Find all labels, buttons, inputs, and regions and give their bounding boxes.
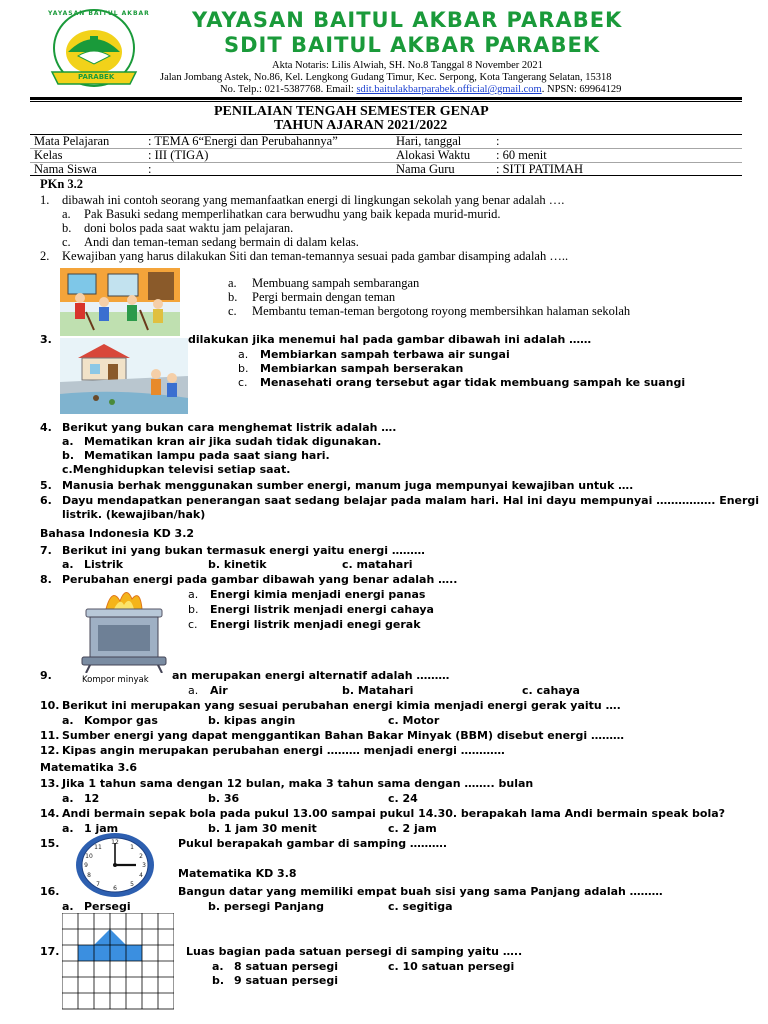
q9-option-c: c. cahaya [522, 684, 580, 697]
svg-text:4: 4 [139, 872, 143, 879]
q5-number: 5. [40, 479, 52, 492]
q17-number: 17. [40, 945, 60, 958]
q13-option-a: 12 [84, 792, 100, 805]
q1-number: 1. [40, 193, 50, 207]
svg-text:9: 9 [84, 862, 88, 869]
foundation-name: YAYASAN BAITUL AKBAR PARABEK [192, 8, 623, 32]
q11-number: 11. [40, 729, 60, 742]
q9-text: an merupakan energi alternatif adalah ……… [172, 669, 450, 682]
q9-number: 9. [40, 669, 52, 682]
q6-text: Dayu mendapatkan penerangan saat sedang belajar pada malam hari. Hal ini dayu mempunyai ……………. Energi [62, 494, 760, 507]
q2-number: 2. [40, 249, 50, 263]
svg-text:6: 6 [113, 885, 117, 892]
q14-number: 14. [40, 807, 60, 820]
header-divider [30, 97, 742, 100]
svg-text:5: 5 [130, 881, 134, 888]
contact-line: No. Telp.: 021-5387768. Email: sdit.baitulakbarparabek.official@gmail.com. NPSN: 69964129 [220, 84, 622, 95]
q2-illustration [60, 268, 180, 336]
q7-option-c: c. matahari [342, 558, 413, 571]
q16-text: Bangun datar yang memiliki empat buah sisi yang sama Panjang adalah ……… [178, 885, 663, 898]
q8-number: 8. [40, 573, 52, 586]
svg-text:1: 1 [130, 844, 134, 851]
clock-image [74, 832, 156, 898]
email-link[interactable]: sdit.baitulakbarparabek.official@gmail.com [356, 84, 542, 95]
exam-title: PENILAIAN TENGAH SEMESTER GENAP [214, 104, 489, 119]
q8-illustration [76, 585, 172, 687]
school-logo [38, 6, 150, 94]
q3-option-a: Membiarkan sampah terbawa air sungai [260, 348, 510, 361]
q16-number: 16. [40, 885, 60, 898]
q7-text: Berikut ini yang bukan termasuk energi yaitu energi ……… [62, 544, 425, 557]
q13-number: 13. [40, 777, 60, 790]
logo-ring-text: YAYASAN BAITUL AKBAR [48, 10, 150, 17]
section-pkn: PKn 3.2 [40, 177, 84, 191]
q15-number: 15. [40, 837, 60, 850]
q17-option-c: c. 10 satuan persegi [388, 960, 515, 973]
address-line: Jalan Jombang Astek, No.86, Kel. Lengkong Gudang Timur, Kec. Serpong, Kota Tangerang Selatan, 15318 [160, 72, 612, 83]
q1-option-a: Pak Basuki sedang memperlihatkan cara berwudhu yang baik kepada murid-murid. [84, 207, 501, 221]
q6-number: 6. [40, 494, 52, 507]
q4-option-a: Mematikan kran air jika sudah tidak digunakan. [84, 435, 382, 448]
q14-text: Andi bermain sepak bola pada pukul 13.00 sampai pukul 14.30. berapakah lama Andi bermain speak bola? [62, 807, 726, 820]
q11-text: Sumber energi yang dapat menggantikan Bahan Bakar Minyak (BBM) disebut energi ……… [62, 729, 624, 742]
section-mtk2: Matematika KD 3.8 [178, 867, 297, 880]
q2-text: Kewajiban yang harus dilakukan Siti dan teman-temannya sesuai pada gambar disamping adalah ….. [62, 249, 569, 263]
q14-option-a: 1 jam [84, 822, 119, 835]
info-table: Mata Pelajaran : TEMA 6“Energi dan Perubahannya” Hari, tanggal : Kelas : III (TIGA) Alokasi Waktu : 60 menit Nama Siswa : Nama Guru : SITI PATIMAH [30, 134, 742, 176]
q8-option-c: Energi listrik menjadi enegi gerak [210, 618, 421, 631]
q8-option-b: Energi listrik menjadi energi cahaya [210, 603, 434, 616]
svg-text:8: 8 [87, 872, 91, 879]
q12-number: 12. [40, 744, 60, 757]
q2-option-c: Membantu teman-teman bergotong royong membersihkan halaman sekolah [252, 304, 631, 318]
q1-option-c: Andi dan teman-teman sedang bermain di dalam kelas. [84, 235, 359, 249]
q7-option-b: b. kinetik [208, 558, 267, 571]
q16-option-a: Persegi [84, 900, 131, 913]
q8-text: Perubahan energi pada gambar dibawah yang benar adalah ….. [62, 573, 458, 586]
q1-option-b: doni bolos pada saat waktu jam pelajaran. [84, 221, 294, 235]
q4-option-b: Mematikan lampu pada saat siang hari. [84, 449, 330, 462]
q9-option-b: b. Matahari [342, 684, 414, 697]
exam-year: TAHUN AJARAN 2021/2022 [274, 118, 448, 133]
q4-number: 4. [40, 421, 52, 434]
q14-option-b: b. 1 jam 30 menit [208, 822, 317, 835]
q4-option-c: c.Menghidupkan televisi setiap saat. [62, 463, 291, 476]
svg-text:12: 12 [111, 839, 119, 846]
section-mtk: Matematika 3.6 [40, 761, 138, 774]
unit-square-grid [62, 913, 174, 1013]
q5-text: Manusia berhak menggunakan sumber energi, manum juga mempunyai kewajiban untuk …. [62, 479, 634, 492]
q14-option-c: c. 2 jam [388, 822, 437, 835]
q8-option-a: Energi kimia menjadi energi panas [210, 588, 426, 601]
svg-text:11: 11 [94, 844, 102, 851]
q12-text: Kipas angin merupakan perubahan energi ……… menjadi energi ………… [62, 744, 505, 757]
q15-text: Pukul berapakah gambar di samping ………. [178, 837, 448, 850]
q10-option-a: Kompor gas [84, 714, 158, 727]
q10-text: Berikut ini merupakan yang sesuai perubahan energi kimia menjadi energi gerak yaitu …. [62, 699, 621, 712]
q1-text: dibawah ini contoh seorang yang memanfaatkan energi di lingkungan sekolah yang benar adalah …. [62, 193, 565, 207]
q10-number: 10. [40, 699, 60, 712]
q2-option-a: Membuang sampah sembarangan [252, 276, 420, 290]
q6-text-line2: listrik. (kewajiban/hak) [62, 508, 206, 521]
q3-option-c: Menasehati orang tersebut agar tidak membuang sampah ke suangi [260, 376, 686, 389]
q13-option-c: c. 24 [388, 792, 418, 805]
logo-banner-text: PARABEK [78, 73, 115, 81]
svg-text:2: 2 [139, 853, 143, 860]
q7-option-a: Listrik [84, 558, 124, 571]
q16-option-b: b. persegi Panjang [208, 900, 325, 913]
q17-option-a: 8 satuan persegi [234, 960, 339, 973]
svg-text:3: 3 [142, 862, 146, 869]
q10-option-c: c. Motor [388, 714, 440, 727]
header-divider-thin [30, 101, 742, 102]
q8-image-caption: Kompor minyak [82, 675, 149, 685]
q7-number: 7. [40, 544, 52, 557]
q3-number: 3. [40, 333, 52, 346]
q3-option-b: Membiarkan sampah berserakan [260, 362, 464, 375]
q9-option-a: Air [210, 684, 228, 697]
notary-line: Akta Notaris: Lilis Alwiah, SH. No.8 Tanggal 8 November 2021 [272, 60, 543, 71]
svg-text:10: 10 [85, 853, 93, 860]
q2-option-b: Pergi bermain dengan teman [252, 290, 396, 304]
q17-text: Luas bagian pada satuan persegi di samping yaitu ….. [186, 945, 523, 958]
q3-illustration [60, 338, 188, 414]
q10-option-b: b. kipas angin [208, 714, 296, 727]
section-bindo: Bahasa Indonesia KD 3.2 [40, 527, 195, 540]
q13-option-b: b. 36 [208, 792, 240, 805]
q17-option-b: 9 satuan persegi [234, 974, 339, 987]
q13-text: Jika 1 tahun sama dengan 12 bulan, maka 3 tahun sama dengan …….. bulan [62, 777, 534, 790]
q3-text: dilakukan jika menemui hal pada gambar dibawah ini adalah …… [188, 333, 592, 346]
svg-text:7: 7 [96, 881, 100, 888]
school-name: SDIT BAITUL AKBAR PARABEK [224, 33, 601, 57]
q4-text: Berikut yang bukan cara menghemat listrik adalah …. [62, 421, 397, 434]
q16-option-c: c. segitiga [388, 900, 453, 913]
